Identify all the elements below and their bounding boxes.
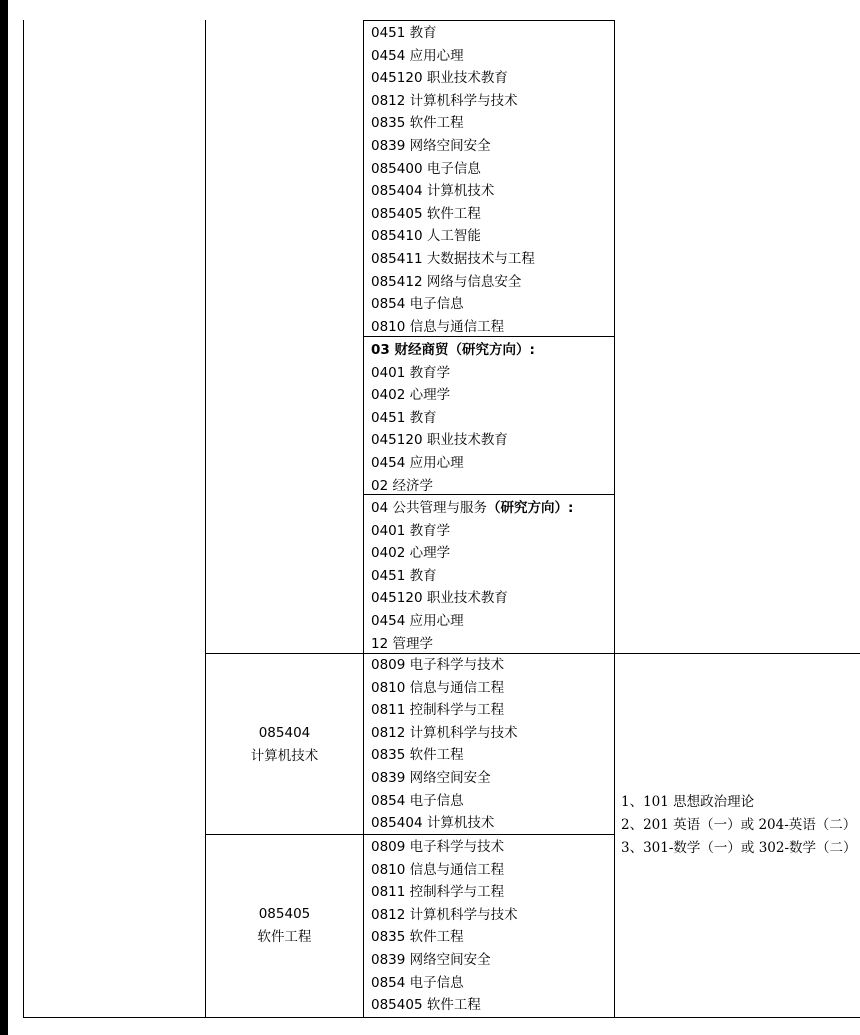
list-item: 0810 信息与通信工程: [371, 318, 505, 335]
list-item: 045120 职业技术教育: [371, 590, 508, 607]
list-item: 0812 计算机科学与技术: [371, 724, 518, 741]
table-border-left: [23, 20, 24, 1018]
exam-item: 1、101 思想政治理论: [621, 794, 755, 810]
list-item: 0839 网络空间安全: [371, 951, 491, 968]
list-item: 0811 控制科学与工程: [371, 884, 505, 901]
list-item: 0854 电子信息: [371, 974, 464, 991]
block-3-heading: 04 公共管理与服务（研究方向）:: [371, 500, 574, 516]
list-item: 0810 信息与通信工程: [371, 861, 505, 878]
block-3-list: [371, 497, 573, 655]
list-item: 0812 计算机科学与技术: [371, 906, 518, 923]
list-item: 0451 教育: [371, 25, 437, 41]
list-item: 085405 软件工程: [371, 997, 481, 1014]
list-item: 085411 大数据技术与工程: [371, 250, 535, 267]
list-item: 0402 心理学: [371, 545, 451, 562]
page-left-edge: [0, 0, 8, 1035]
list-item: 0454 应用心理: [371, 454, 464, 471]
major-085405: [206, 903, 363, 948]
table-divider-col1: [205, 20, 206, 1018]
list-item: 085404 计算机技术: [371, 183, 495, 200]
list-item: 085405 软件工程: [371, 205, 481, 222]
list-item: 085412 网络与信息安全: [371, 273, 522, 290]
list-item: 02 经济学: [371, 477, 433, 494]
list-item: 12 管理学: [371, 635, 433, 652]
major-code: 085405: [258, 906, 311, 922]
exam-subjects: [621, 791, 857, 860]
major-name: 软件工程: [257, 928, 312, 945]
list-item: 0839 网络空间安全: [371, 769, 491, 786]
list-item: 0454 应用心理: [371, 612, 464, 629]
list-item: 0835 软件工程: [371, 747, 464, 764]
list-item: 0854 电子信息: [371, 296, 464, 313]
table-border-top-col3: [363, 20, 615, 21]
list-item: 0810 信息与通信工程: [371, 679, 505, 696]
table-border-bottom: [23, 1017, 860, 1018]
table-divider-col2: [363, 20, 364, 1018]
exam-item: 3、301-数学（一）或 302-数学（二）: [621, 840, 857, 856]
list-item: 045120 职业技术教育: [371, 70, 508, 87]
list-item: 0835 软件工程: [371, 929, 464, 946]
list-item: 0854 电子信息: [371, 792, 464, 809]
exam-item: 2、201 英语（一）或 204-英语（二）: [621, 817, 857, 833]
list-item: 0402 心理学: [371, 387, 451, 404]
list-item: 0401 教育学: [371, 364, 451, 381]
major-name: 计算机技术: [250, 747, 319, 764]
list-item: 0451 教育: [371, 567, 437, 584]
block-2-heading: 03 财经商贸（研究方向）:: [371, 342, 535, 358]
list-item: 0401 教育学: [371, 522, 451, 539]
list-item: 0812 计算机科学与技术: [371, 92, 518, 109]
block-4-list: [371, 654, 518, 835]
block-1-list: [371, 22, 535, 338]
list-item: 0811 控制科学与工程: [371, 702, 505, 719]
block-5-list: [371, 836, 518, 1017]
list-item: 0809 电子科学与技术: [371, 839, 505, 855]
list-item: 085404 计算机技术: [371, 815, 495, 832]
list-item: 0809 电子科学与技术: [371, 657, 505, 673]
list-item: 0839 网络空间安全: [371, 137, 491, 154]
list-item: 0454 应用心理: [371, 47, 464, 64]
list-item: 085410 人工智能: [371, 228, 481, 245]
list-item: 0835 软件工程: [371, 115, 464, 132]
block-2-list: [371, 339, 535, 497]
list-item: 045120 职业技术教育: [371, 432, 508, 449]
major-085404: [206, 722, 363, 767]
major-code: 085404: [258, 725, 311, 741]
list-item: 085400 电子信息: [371, 160, 481, 177]
list-item: 0451 教育: [371, 409, 437, 426]
table-divider-col3: [614, 20, 615, 1018]
